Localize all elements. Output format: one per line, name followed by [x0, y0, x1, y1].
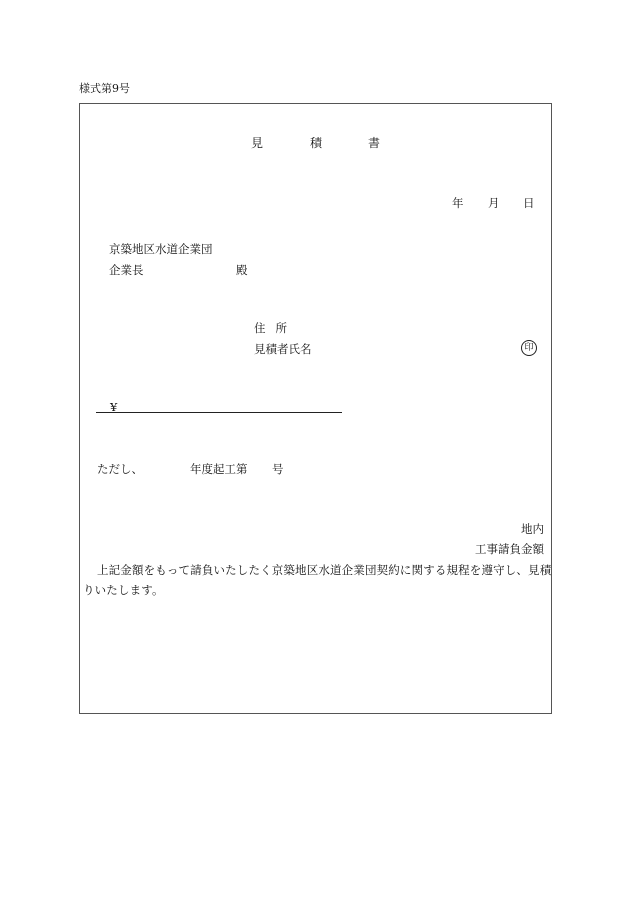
date-day: 日	[523, 196, 535, 210]
address-label-char-2: 所	[275, 321, 287, 335]
bidder-name-label: 見積者氏名	[254, 342, 312, 356]
date-month: 月	[488, 196, 500, 210]
date-year: 年	[452, 196, 464, 210]
address-label-char-1: 住	[254, 321, 266, 335]
proviso-number-suffix: 号	[272, 462, 284, 476]
declaration-line-1: 上記金額をもって請負いたしたく京築地区水道企業団契約に関する規程を遵守し、見積	[97, 563, 552, 577]
proviso-fiscal-year: 年度起工第	[190, 462, 248, 476]
title-char-1: 見	[251, 136, 264, 150]
place-label: 地内	[521, 522, 544, 536]
declaration-line-2: りいたします。	[83, 583, 164, 597]
amount-kind-label: 工事請負金額	[475, 542, 544, 556]
amount-underline	[96, 412, 342, 413]
date-line	[452, 195, 535, 211]
yen-sign: ¥	[110, 400, 118, 414]
addressee-honorific: 殿	[236, 263, 248, 277]
title-char-3: 書	[368, 136, 381, 150]
title-char-2: 積	[310, 136, 323, 150]
form-number: 様式第9号	[79, 82, 130, 95]
address-label	[254, 320, 287, 336]
seal-mark: 印	[521, 340, 537, 356]
addressee-position: 企業長	[109, 263, 144, 277]
proviso-label: ただし、	[97, 462, 143, 476]
addressee-position-line	[109, 262, 248, 278]
document-title	[251, 134, 380, 151]
declaration-text	[83, 560, 552, 600]
addressee-organization: 京築地区水道企業団	[109, 242, 213, 256]
